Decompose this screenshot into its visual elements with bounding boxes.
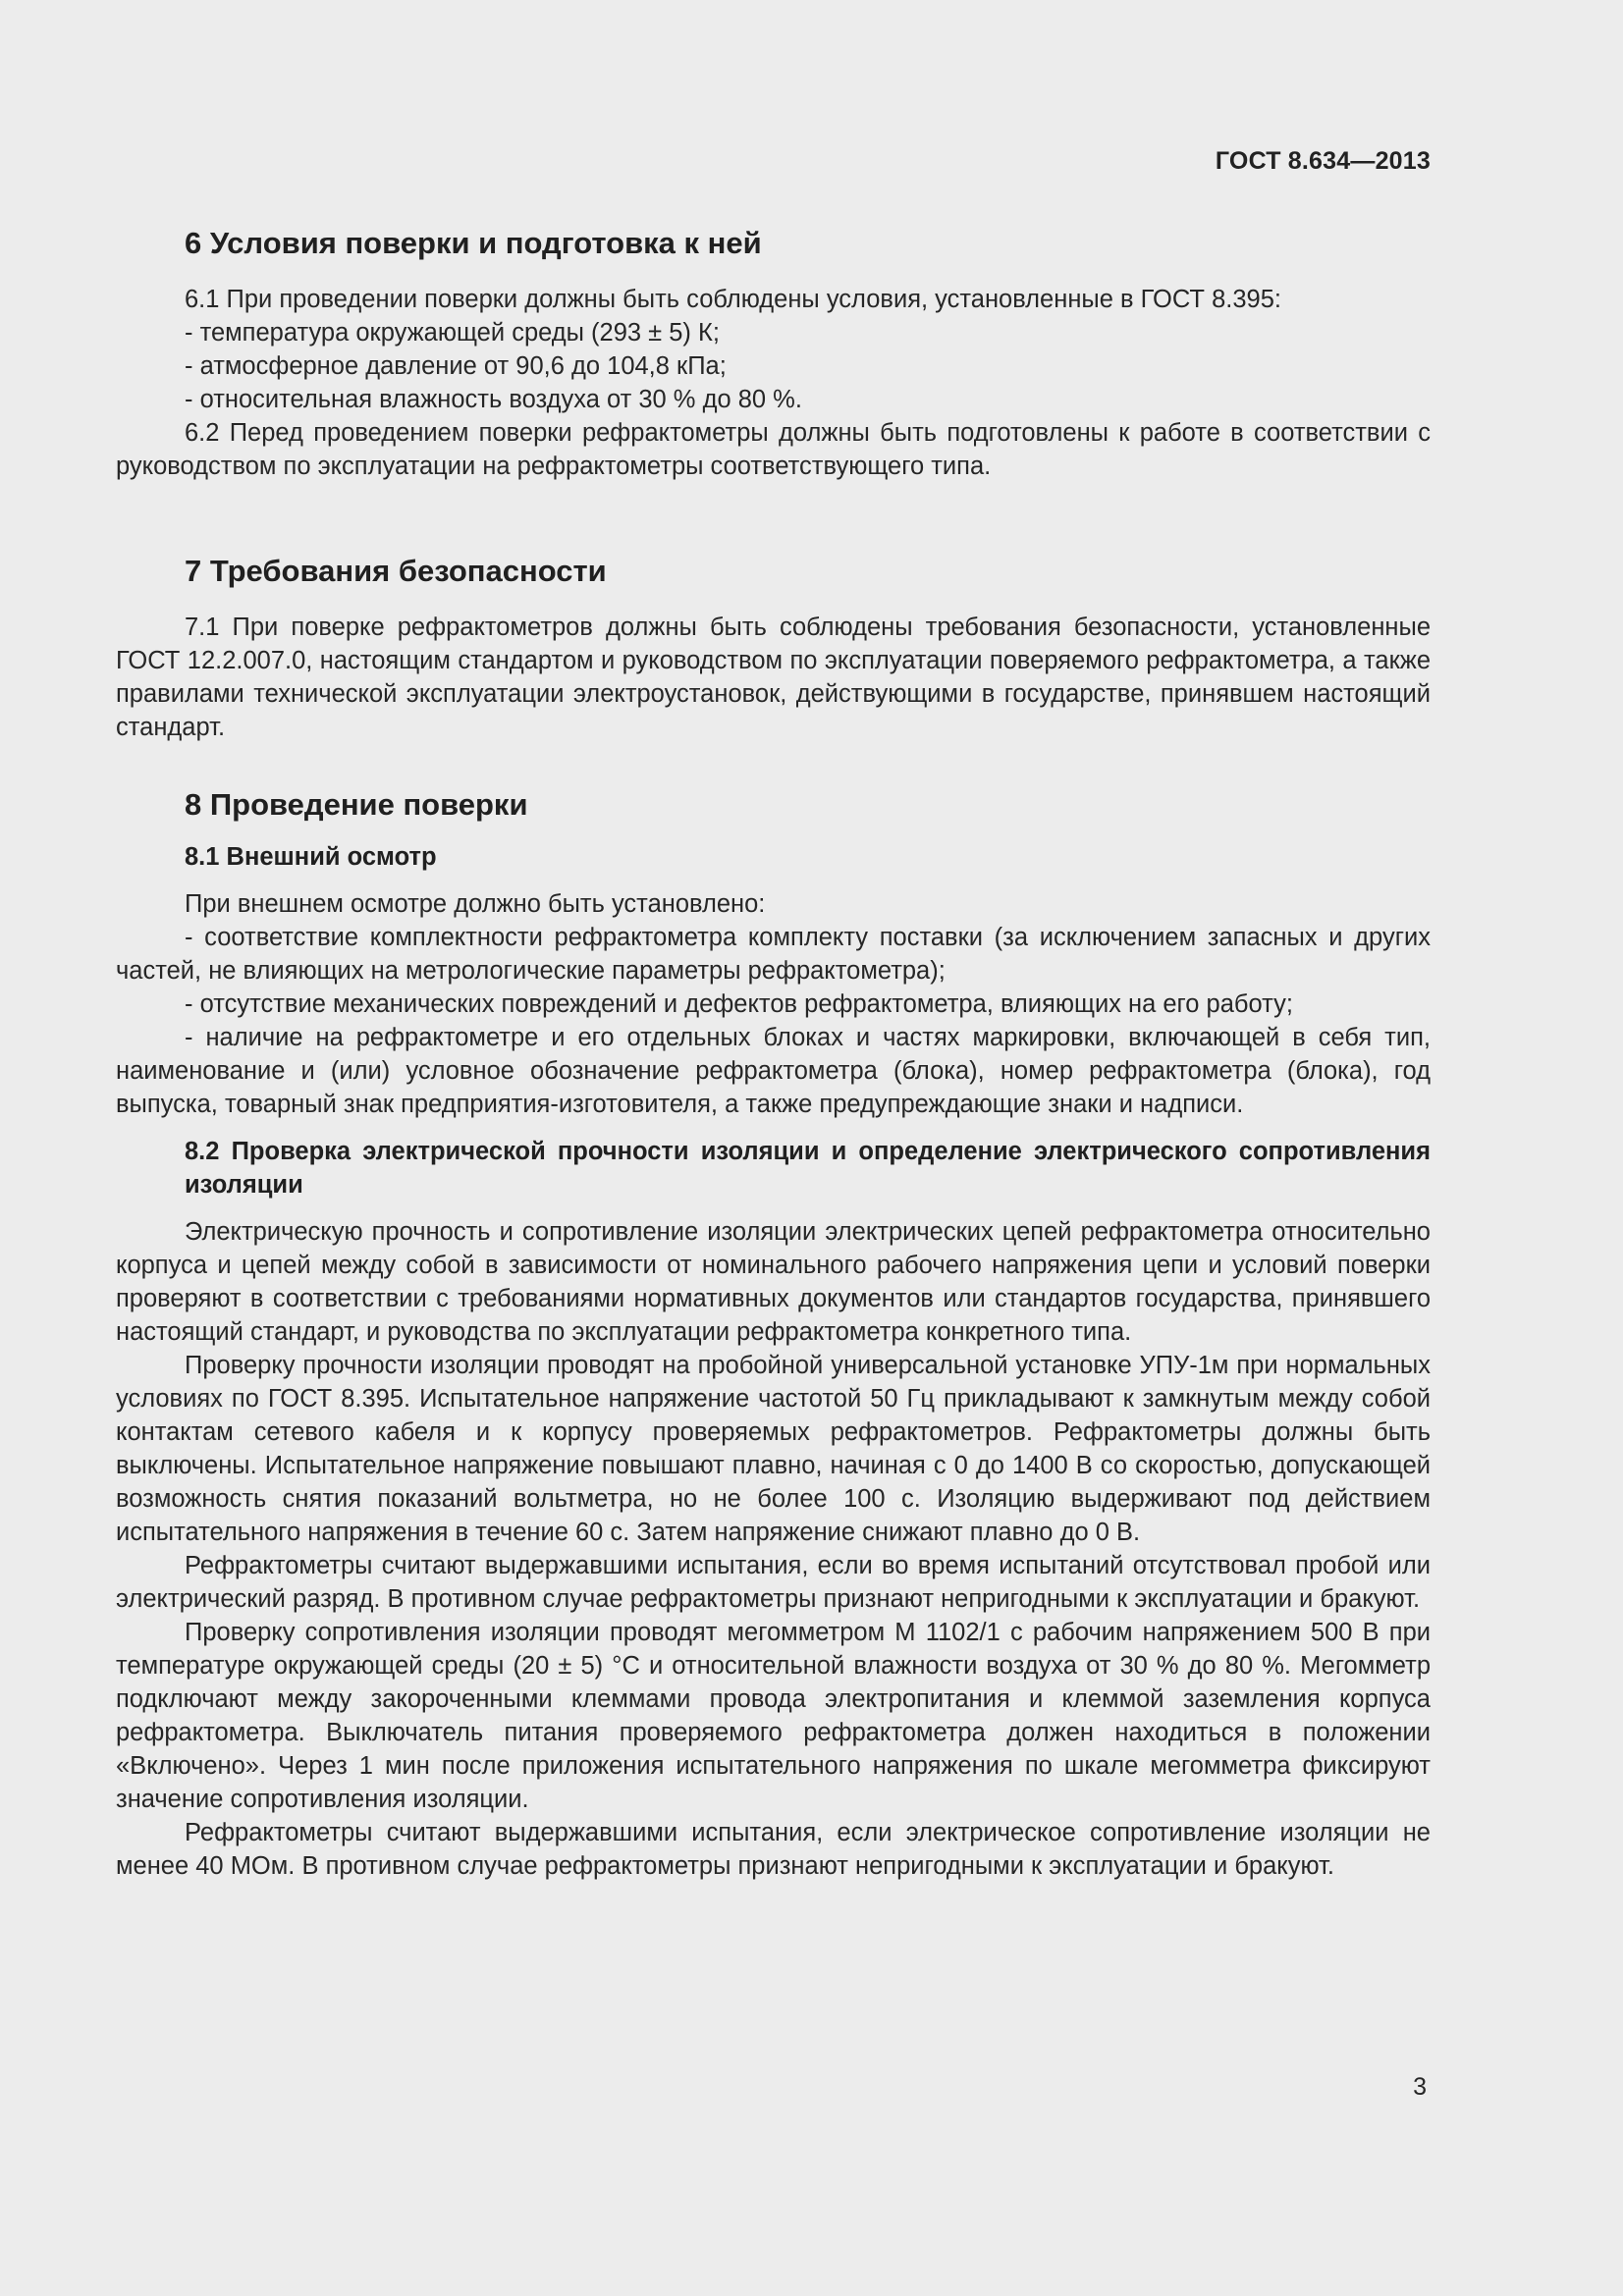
document-code: ГОСТ 8.634—2013 — [1215, 147, 1431, 175]
document-body — [116, 222, 1431, 1883]
paragraph-7-1: 7.1 При поверке рефрактометров должны быть соблюдены требования безопасности, установленные ГОСТ 12.2.007.0, настоящим стандартом и руководством по эксплуатации поверяемого рефрактометра, а также правилами технической эксплуатации электроустановок, действующими в государстве, принявшем настоящий стандарт. — [116, 614, 1431, 741]
paragraph-6-2: 6.2 Перед проведением поверки рефрактометры должны быть подготовлены к работе в соответствии с руководством по эксплуатации на рефрактометры соответствующего типа. — [116, 419, 1431, 480]
page-number: 3 — [1413, 2073, 1427, 2101]
paragraph-6-1: 6.1 При проведении поверки должны быть соблюдены условия, установленные в ГОСТ 8.395: — [185, 286, 1281, 313]
section-6-title: 6 Условия поверки и подготовка к ней — [185, 226, 762, 260]
paragraph-8-2: Проверку сопротивления изоляции проводят мегомметром М 1102/1 с рабочим напряжением 500 В при температуре окружающей среды (20 ± 5) °С и относительной влажности воздуха от 30 % до 80 %. Мегомметр подключают между закороченными клеммами провода электропитания и клеммой заземления корпуса рефрактометра. Выключатель питания проверяемого рефрактометра должен находиться в положении «Включено». Через 1 мин после приложения испытательного напряжения по шкале мегомметра фиксируют значение сопротивления изоляции. — [116, 1619, 1431, 1813]
list-item: - соответствие комплектности рефрактометра комплекту поставки (за исключением запасных и других частей, не влияющих на метрологические параметры рефрактометра); — [116, 924, 1431, 985]
list-item: - отсутствие механических повреждений и дефектов рефрактометра, влияющих на его работу; — [185, 990, 1293, 1018]
paragraph-8-2: Электрическую прочность и сопротивление изоляции электрических цепей рефрактометра относительно корпуса и цепей между собой в зависимости от номинального рабочего напряжения цепи и условий поверки проверяют в соответствии с требованиями нормативных документов или стандартов государства, принявшего настоящий стандарт, и руководства по эксплуатации рефрактометра конкретного типа. — [116, 1218, 1431, 1346]
list-item: - относительная влажность воздуха от 30 % до 80 %. — [185, 386, 802, 413]
subsection-8-2-title: 8.2 Проверка электрической прочности изоляции и определение электрического сопротивления изоляции — [185, 1138, 1431, 1199]
section-7-title: 7 Требования безопасности — [185, 554, 607, 588]
paragraph-8-2: Проверку прочности изоляции проводят на пробойной универсальной установке УПУ-1м при нормальных условиях по ГОСТ 8.395. Испытательное напряжение частотой 50 Гц прикладывают к замкнутым между собой контактам сетевого кабеля и к корпусу проверяемых рефрактометров. Рефрактометры должны быть выключены. Испытательное напряжение повышают плавно, начиная с 0 до 1400 В со скоростью, допускающей возможность снятия показаний вольтметра, но не более 100 с. Изоляцию выдерживают под действием испытательного напряжения в течение 60 с. Затем напряжение снижают плавно до 0 В. — [116, 1352, 1431, 1546]
subsection-8-1-title: 8.1 Внешний осмотр — [185, 843, 437, 871]
paragraph-8-2: Рефрактометры считают выдержавшими испытания, если во время испытаний отсутствовал пробой или электрический разряд. В противном случае рефрактометры признают непригодными к эксплуатации и бракуют. — [116, 1552, 1431, 1613]
paragraph-8-1-intro: При внешнем осмотре должно быть установлено: — [185, 890, 766, 918]
list-item: - атмосферное давление от 90,6 до 104,8 кПа; — [185, 352, 727, 380]
list-item: - наличие на рефрактометре и его отдельных блоках и частях маркировки, включающей в себя тип, наименование и (или) условное обозначение рефрактометра (блока), номер рефрактометра (блока), год выпуска, товарный знак предприятия-изготовителя, а также предупреждающие знаки и надписи. — [116, 1024, 1431, 1118]
paragraph-8-2: Рефрактометры считают выдержавшими испытания, если электрическое сопротивление изоляции не менее 40 МОм. В противном случае рефрактометры признают непригодными к эксплуатации и бракуют. — [116, 1819, 1431, 1880]
section-8-title: 8 Проведение поверки — [185, 787, 528, 822]
list-item: - температура окружающей среды (293 ± 5) К; — [185, 319, 720, 347]
